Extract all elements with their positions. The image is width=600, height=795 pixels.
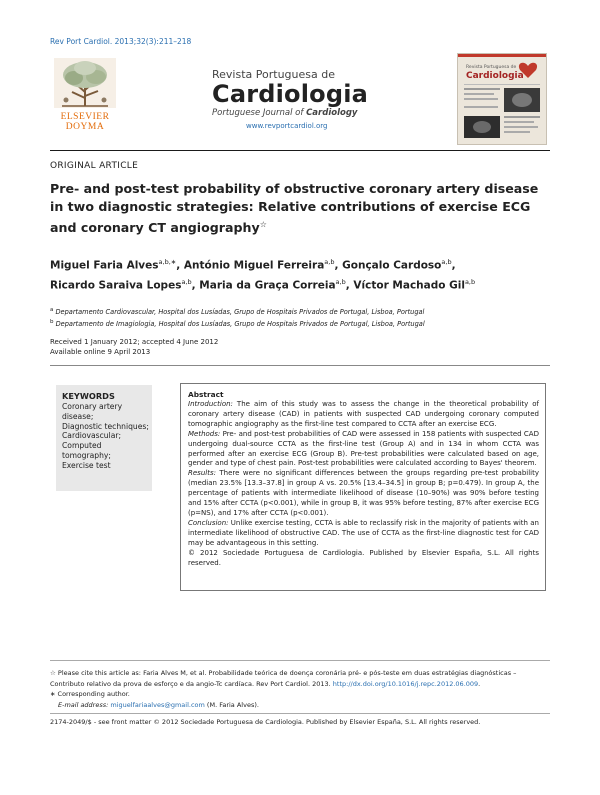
article-dates — [50, 338, 218, 357]
dates-rule — [50, 365, 550, 366]
cover-image — [458, 54, 546, 144]
keywords-box — [56, 385, 152, 491]
abstract-results: Results: There were no significant differences between the groups regarding pre-test probability (median 23.5% [13.3–37.8] in group A vs. 20.5% [13.4–34.5] in group B; p=0.479). In group A, the percentage of patients with intermediate likelihood of disease (10–90%) was 90% before testing and 15% after CCTA (p<0.001), while in group B, it was 95% before testing, 87% after exercise ECG (p=NS), and 17% after CCTA (p<0.001). — [188, 469, 539, 517]
doi-link[interactable]: http://dx.doi.org/10.1016/j.repc.2012.06.009 — [332, 679, 479, 688]
author-list: Miguel Faria Alves$^{a,b,∗}$, António Miguel Ferreira$^{a,b}$, Gonçalo Cardoso$^{a,b}$, Ricardo Saraiva Lopes$^{a,b}$, Maria da Graça Correia$^{a,b}$, Víctor Machado Gil$^{a,b}$ — [50, 258, 476, 291]
running-head: Rev Port Cardiol. 2013;32(3):211–218 — [50, 37, 192, 46]
corresponding-author-note: ∗ Corresponding author. — [50, 690, 130, 698]
keyword-item: Computed tomography; — [62, 441, 111, 460]
author-affiliation-mark: a,b — [181, 277, 192, 286]
title-footnote-mark: ☆ — [259, 220, 267, 229]
abstract-heading: Abstract — [188, 390, 224, 399]
elsevier-tree-icon — [54, 58, 116, 108]
affiliation-item: $^b$ Departamento de Imagiologia, Hospital dos Lusíadas, Grupo de Hospitais Privados de Portugal, Lisboa, Portugal — [50, 319, 425, 329]
journal-cover-thumbnail — [457, 53, 547, 145]
abstract-conclusion: Conclusion: Unlike exercise testing, CCTA is able to reclassify risk in the majority of patients with an intermediate likelihood of obstructive CAD. The use of CCTA as the first-line diagnostic test for CAD may be advantageous in this setting. — [188, 518, 539, 547]
author-name: Miguel Faria Alves — [50, 259, 159, 272]
affiliation-item: $^a$ Departamento Cardiovascular, Hospital dos Lusíadas, Grupo de Hospitais Privados de Portugal, Lisboa, Portugal — [50, 307, 425, 317]
journal-subtitle-name: Cardiology — [306, 108, 358, 118]
author-name: António Miguel Ferreira — [183, 259, 325, 272]
online-date: Available online 9 April 2013 — [50, 347, 151, 356]
cover-title: Cardiologia — [466, 71, 524, 81]
abstract-copyright: © 2012 Sociedade Portuguesa de Cardiologia. Published by Elsevier España, S.L. All rights reserved. — [188, 548, 539, 567]
abstract-box — [180, 383, 546, 591]
footnotes — [50, 668, 550, 710]
abstract-introduction: Introduction: The aim of this study was to assess the change in the theoretical probability of coronary artery disease (CAD) in patients with suspected CAD undergoing coronary computed tomographic angiography as the first-line test compared to CCTA after an exercise ECG. — [188, 400, 539, 428]
journal-masthead — [212, 68, 412, 130]
journal-subtitle: Portuguese Journal of Cardiology — [212, 108, 358, 118]
author-name: Víctor Machado Gil — [353, 279, 465, 291]
footnote-rule — [50, 660, 550, 661]
author-affiliation-mark: a,b — [335, 277, 346, 286]
affiliations — [50, 305, 550, 329]
email-footnote: E-mail address: miguelfariaalves@gmail.com (M. Faria Alves). — [58, 700, 259, 709]
publisher-name-line2: DOYMA — [65, 122, 105, 132]
journal-prefix: Revista Portuguesa de — [212, 68, 335, 81]
email-link[interactable]: miguelfariaalves@gmail.com — [110, 700, 205, 709]
keyword-item: Coronary artery disease; — [62, 402, 123, 421]
keyword-item: Cardiovascular; — [62, 431, 122, 441]
journal-url-link[interactable]: www.revportcardiol.org — [246, 122, 328, 130]
author-affiliation-mark: a,b — [441, 258, 452, 266]
journal-name: Cardiologia — [212, 80, 369, 108]
header-rule — [50, 150, 550, 151]
article-title: Pre- and post-test probability of obstructive coronary artery disease in two diagnostic strategies: Relative contributions of exercise ECG and coronary CT angiography☆ — [50, 181, 539, 236]
author-name: Maria da Graça Correia — [199, 279, 336, 291]
copyright-line: 2174-2049/$ - see front matter © 2012 Sociedade Portuguesa de Cardiologia. Published by Elsevier España, S.L. All rights reserved. — [50, 718, 481, 726]
publisher-name-line1: ELSEVIER — [60, 112, 110, 122]
publisher-logo — [50, 58, 120, 142]
citation-footnote: ☆ Please cite this article as: Faria Alves M, et al. Probabilidade teórica de doença coronária pré- e pós-teste em duas estratégias diagnósticas – Contributo relativo da prova de esforço e da angio-Tc cardíaca. Rev Port Cardiol. 2013. http://dx.doi.org/10.1016/j.repc.2012.06.009. — [50, 669, 517, 688]
keyword-item: Exercise test — [62, 460, 111, 470]
keyword-item: Diagnostic techniques; — [62, 421, 149, 431]
cover-title-small: Revista Portuguesa de — [466, 65, 517, 70]
abstract-methods: Methods: Pre- and post-test probabilities of CAD were assessed in 158 patients with suspected CAD undergoing dual-source CCTA as the first-line test (Group A) and in 134 in whom CCTA was performed after an exercise ECG (Group B). Pre-test probabilities were calculated based on age, gender and type of chest pain. Post-test probabilities were calculated according to Bayes' theorem. — [188, 429, 539, 468]
author-affiliation-mark: a,b,∗ — [158, 258, 177, 266]
copyright-rule — [50, 713, 550, 714]
keywords-heading: KEYWORDS — [62, 391, 115, 401]
received-date: Received 1 January 2012; accepted 4 June 2012 — [50, 338, 219, 346]
author-affiliation-mark: a,b — [464, 277, 476, 286]
author-affiliation-mark: a,b — [324, 258, 335, 266]
author-name: Gonçalo Cardoso — [342, 259, 442, 272]
author-name: Ricardo Saraiva Lopes — [50, 279, 182, 291]
section-label: ORIGINAL ARTICLE — [50, 161, 139, 171]
